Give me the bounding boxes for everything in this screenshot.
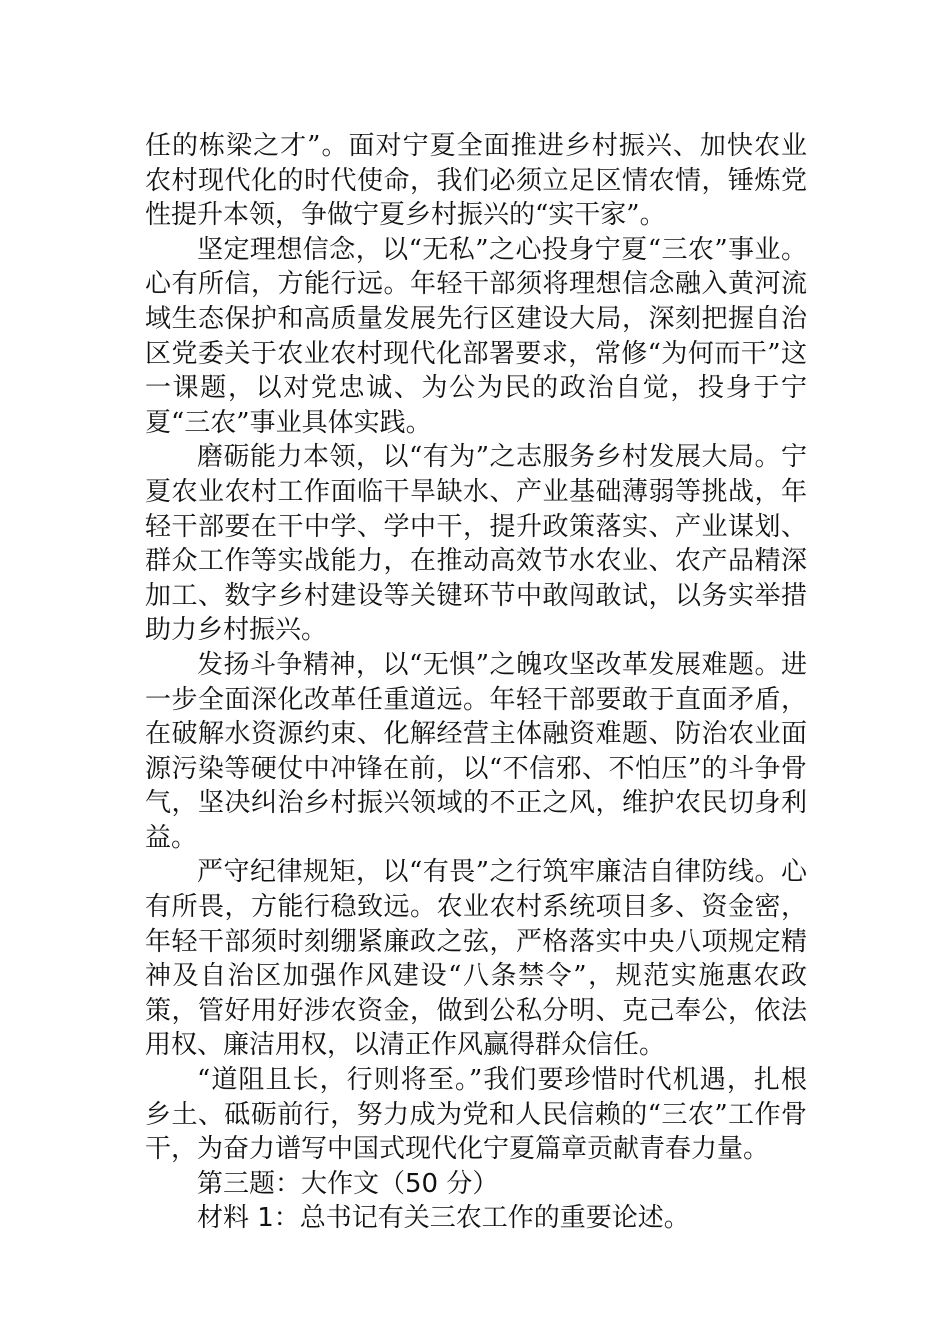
paragraph-struggle: 发扬斗争精神，以“无惧”之魄攻坚改革发展难题。进一步全面深化改革任重道远。年轻干部要敢于直面矛盾，在破解水资源约束、化解经营主体融资难题、防治农业面源污染等硬仗中冲锋在前，以“不信邪、不怕压”的斗争骨气，坚决纠治乡村振兴领域的不正之风，维护农民切身利益。 <box>145 649 807 853</box>
paragraph-continuation: 任的栋梁之才”。面对宁夏全面推进乡村振兴、加快农业农村现代化的时代使命，我们必须立足区情农情，锤炼党性提升本领，争做宁夏乡村振兴的“实干家”。 <box>145 131 807 231</box>
material-line: 材料 1：总书记有关三农工作的重要论述。 <box>197 1203 690 1234</box>
paragraph-ideals: 坚定理想信念，以“无私”之心投身宁夏“三农”事业。心有所信，方能行远。年轻干部须将理想信念融入黄河流域生态保护和高质量发展先行区建设大局，深刻把握自治区党委关于农业农村现代化部署要求，常修“为何而干”这一课题，以对党忠诚、为公为民的政治自觉，投身于宁夏“三农”事业具体实践。 <box>145 234 807 438</box>
paragraph-discipline: 严守纪律规矩，以“有畏”之行筑牢廉洁自律防线。心有所畏，方能行稳致远。农业农村系统项目多、资金密，年轻干部须时刻绷紧廉政之弦，严格落实中央八项规定精神及自治区加强作风建设“八条禁令”，规范实施惠农政策，管好用好涉农资金，做到公私分明、克己奉公，依法用权、廉洁用权，以清正作风赢得群众信任。 <box>145 857 807 1061</box>
document-body <box>145 129 807 1236</box>
paragraph-conclusion: “道阻且长，行则将至。”我们要珍惜时代机遇，扎根乡土、砥砺前行，努力成为党和人民信赖的“三农”工作骨干，为奋力谱写中国式现代化宁夏篇章贡献青春力量。 <box>145 1065 807 1165</box>
paragraph-abilities: 磨砺能力本领，以“有为”之志服务乡村发展大局。宁夏农业农村工作面临干旱缺水、产业基础薄弱等挑战，年轻干部要在干中学、学中干，提升政策落实、产业谋划、群众工作等实战能力，在推动高效节水农业、农产品精深加工、数字乡村建设等关键环节中敢闯敢试，以务实举措助力乡村振兴。 <box>145 442 807 646</box>
section-heading: 第三题：大作文（50 分） <box>197 1168 499 1199</box>
